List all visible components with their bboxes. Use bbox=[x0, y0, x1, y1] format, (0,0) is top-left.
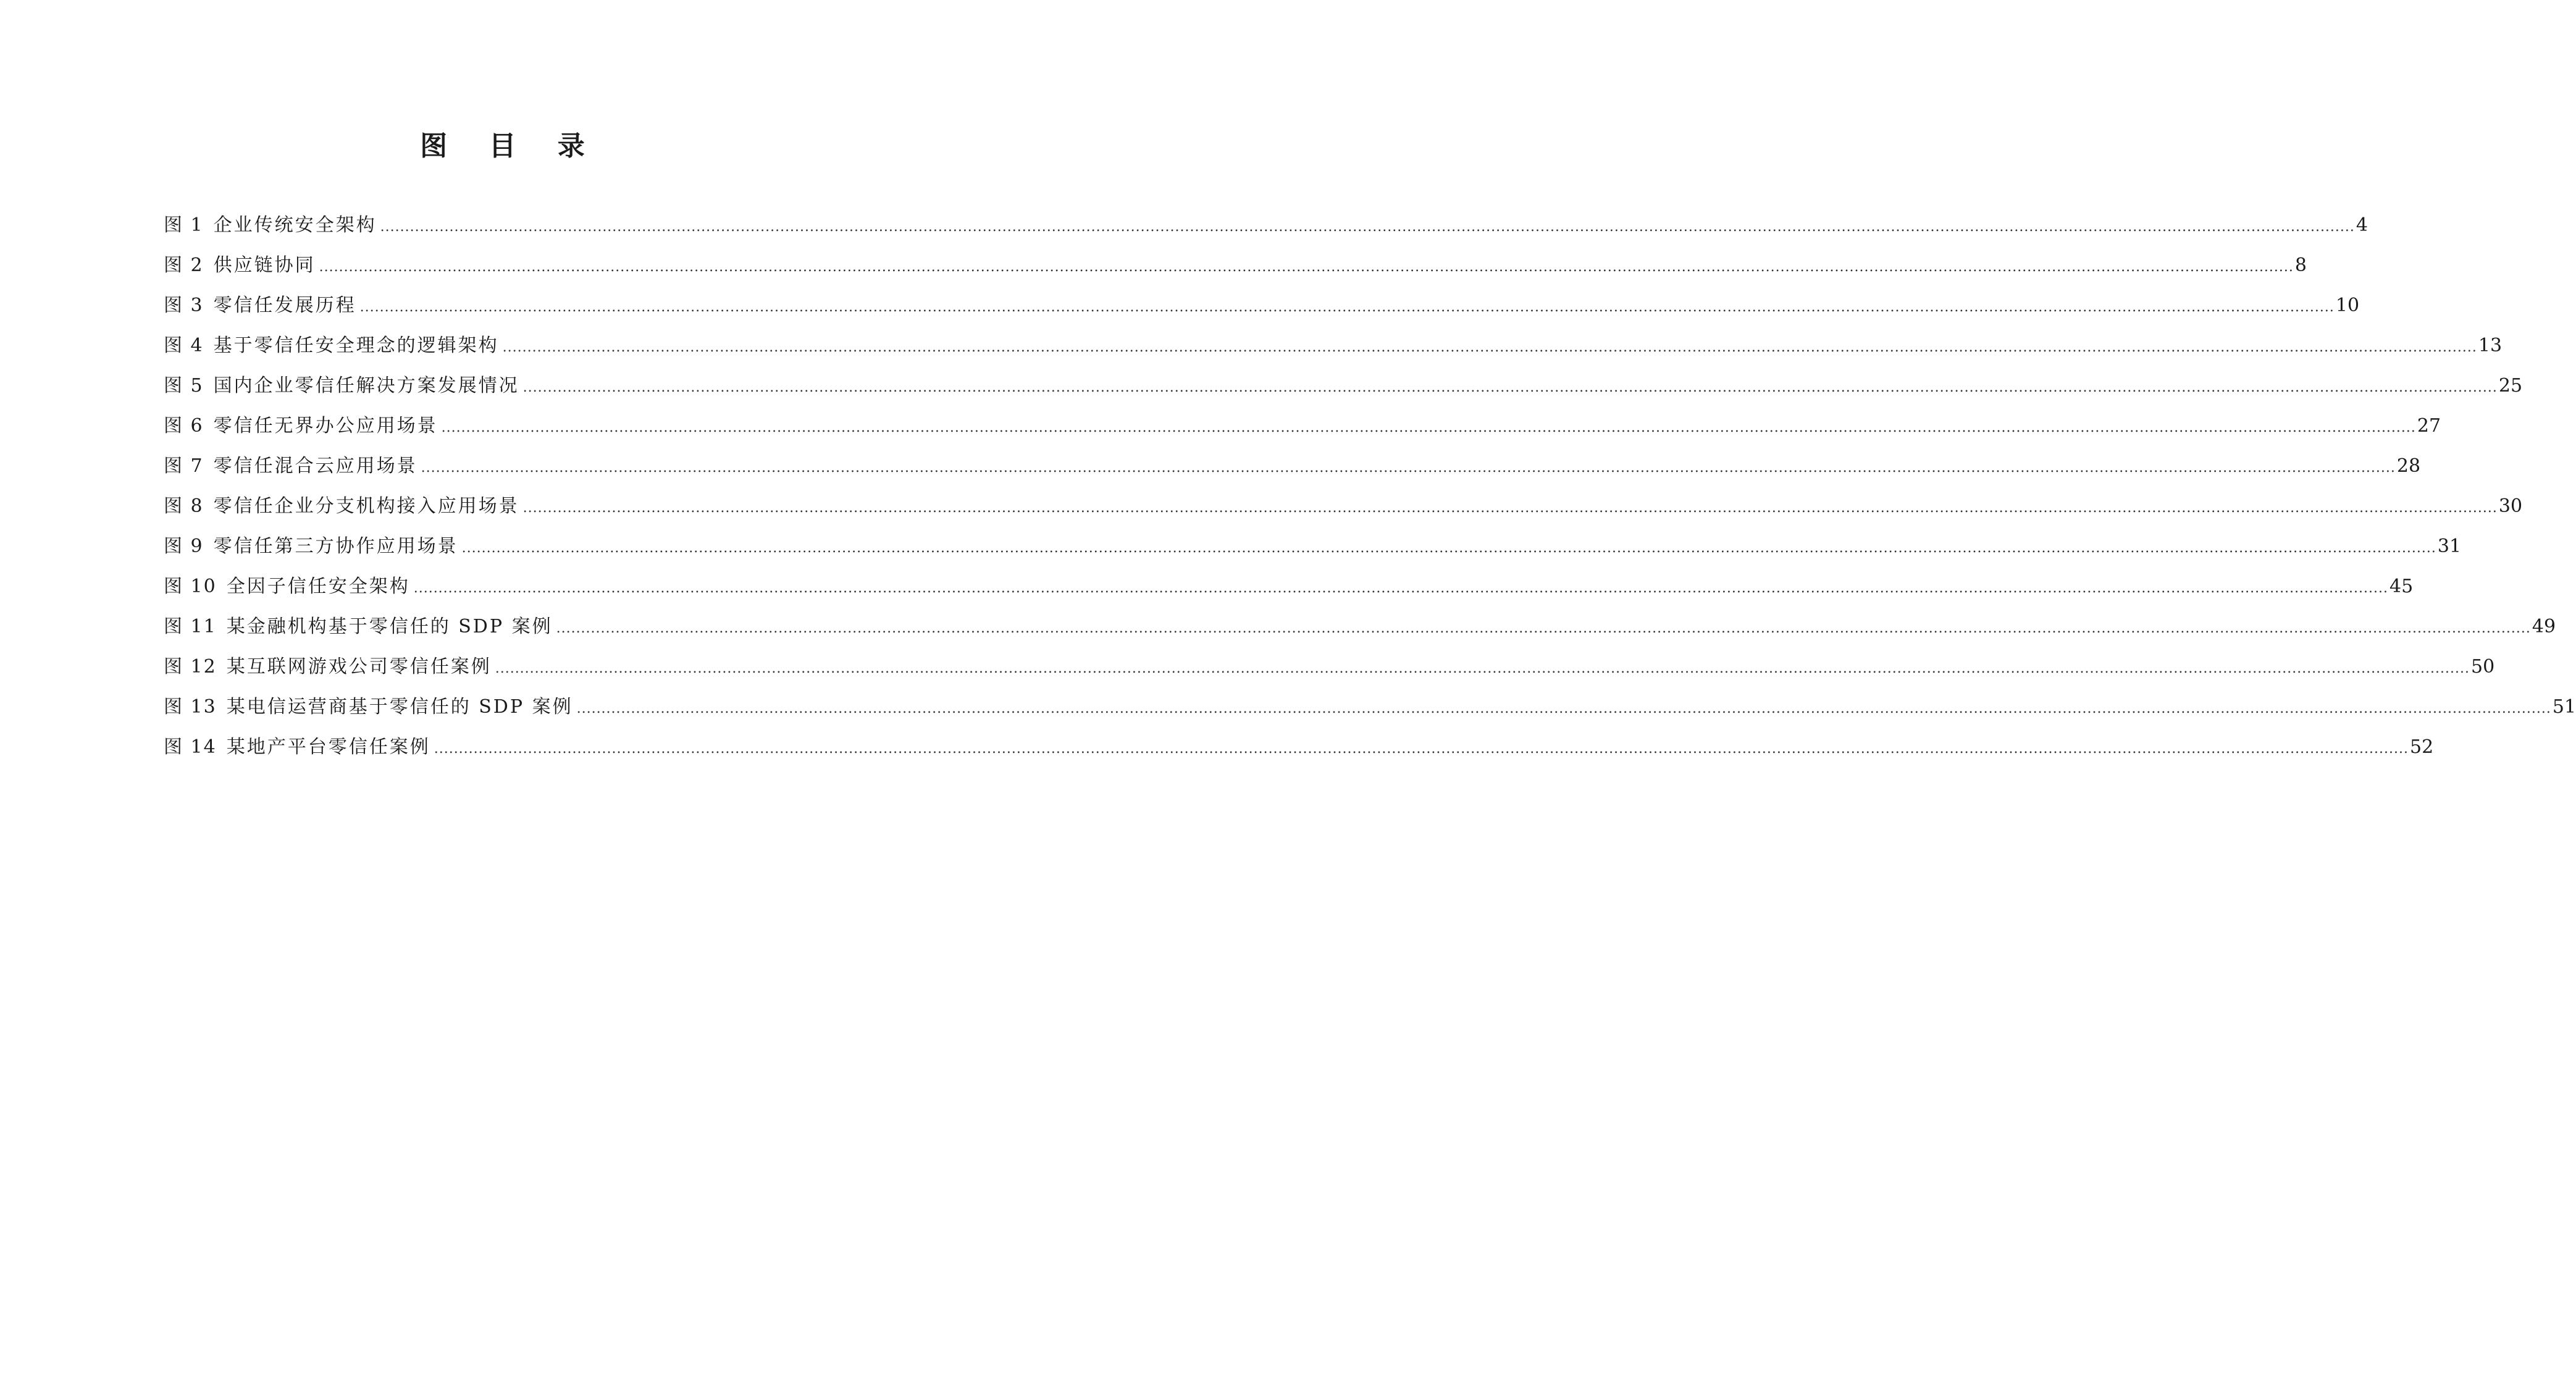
figure-entry[interactable] bbox=[164, 447, 2421, 487]
page-number: 10 bbox=[2335, 295, 2360, 316]
figure-number: 图 12 bbox=[164, 656, 217, 678]
figure-title: 企业传统安全架构 bbox=[213, 214, 377, 236]
figure-entry[interactable] bbox=[164, 327, 2503, 367]
dot-leader: ................................................................................................................................................................................................................................................................................................................................................................................................................ bbox=[556, 621, 2531, 636]
figure-number: 图 7 bbox=[164, 455, 204, 477]
figure-entry[interactable] bbox=[164, 206, 2368, 246]
figure-entry[interactable] bbox=[164, 568, 2414, 608]
figure-entry[interactable] bbox=[164, 367, 2523, 407]
figure-entry[interactable] bbox=[164, 728, 2434, 768]
figure-entry[interactable] bbox=[164, 527, 2462, 568]
page-number: 4 bbox=[2356, 214, 2368, 236]
dot-leader: ................................................................................................................................................................................................................................................................................................................................................................................................................ bbox=[359, 300, 2335, 315]
figure-list bbox=[164, 206, 2576, 768]
figure-number: 图 11 bbox=[164, 616, 217, 637]
dot-leader: ................................................................................................................................................................................................................................................................................................................................................................................................................ bbox=[441, 420, 2416, 435]
figure-title: 零信任无界办公应用场景 bbox=[213, 415, 438, 437]
figure-entry[interactable] bbox=[164, 608, 2556, 648]
figure-number: 图 8 bbox=[164, 495, 204, 517]
figure-title: 某互联网游戏公司零信任案例 bbox=[226, 656, 492, 678]
page-number: 31 bbox=[2437, 536, 2462, 557]
figure-title: 某地产平台零信任案例 bbox=[226, 736, 430, 758]
dot-leader: ................................................................................................................................................................................................................................................................................................................................................................................................................ bbox=[380, 219, 2355, 235]
figure-title: 某金融机构基于零信任的 SDP 案例 bbox=[226, 616, 553, 637]
figure-number: 图 6 bbox=[164, 415, 204, 437]
page-title: 图 目 录 bbox=[420, 130, 601, 162]
page-number: 49 bbox=[2532, 616, 2556, 637]
figure-entry[interactable] bbox=[164, 648, 2495, 688]
figure-number: 图 4 bbox=[164, 335, 204, 356]
page-number: 50 bbox=[2470, 656, 2495, 678]
figure-entry[interactable] bbox=[164, 688, 2576, 728]
figure-number: 图 14 bbox=[164, 736, 217, 758]
figure-entry[interactable] bbox=[164, 287, 2360, 327]
figure-number: 图 3 bbox=[164, 295, 204, 316]
page-number: 8 bbox=[2294, 254, 2307, 276]
figure-title: 零信任发展历程 bbox=[213, 295, 356, 316]
dot-leader: ................................................................................................................................................................................................................................................................................................................................................................................................................ bbox=[522, 380, 2498, 395]
page-number: 45 bbox=[2389, 576, 2414, 597]
dot-leader: ................................................................................................................................................................................................................................................................................................................................................................................................................ bbox=[434, 741, 2409, 757]
figure-title: 基于零信任安全理念的逻辑架构 bbox=[213, 335, 499, 356]
figure-entry[interactable] bbox=[164, 246, 2307, 287]
figure-title: 某电信运营商基于零信任的 SDP 案例 bbox=[226, 696, 573, 718]
page-number: 30 bbox=[2498, 495, 2523, 517]
figure-title: 零信任第三方协作应用场景 bbox=[213, 536, 458, 557]
page-number: 13 bbox=[2478, 335, 2503, 356]
figure-title: 零信任混合云应用场景 bbox=[213, 455, 417, 477]
dot-leader: ................................................................................................................................................................................................................................................................................................................................................................................................................ bbox=[461, 540, 2436, 556]
page-number: 25 bbox=[2498, 375, 2523, 397]
figure-number: 图 9 bbox=[164, 536, 204, 557]
page-number: 27 bbox=[2417, 415, 2441, 437]
page-number: 52 bbox=[2409, 736, 2434, 758]
dot-leader: ................................................................................................................................................................................................................................................................................................................................................................................................................ bbox=[421, 460, 2396, 476]
dot-leader: ................................................................................................................................................................................................................................................................................................................................................................................................................ bbox=[413, 581, 2388, 596]
figure-number: 图 2 bbox=[164, 254, 204, 276]
figure-number: 图 5 bbox=[164, 375, 204, 397]
page-number: 28 bbox=[2396, 455, 2421, 477]
dot-leader: ................................................................................................................................................................................................................................................................................................................................................................................................................ bbox=[576, 701, 2551, 716]
dot-leader: ................................................................................................................................................................................................................................................................................................................................................................................................................ bbox=[319, 259, 2294, 275]
figure-title: 供应链协同 bbox=[213, 254, 316, 276]
figure-title: 零信任企业分支机构接入应用场景 bbox=[213, 495, 519, 517]
dot-leader: ................................................................................................................................................................................................................................................................................................................................................................................................................ bbox=[502, 340, 2477, 355]
figure-number: 图 10 bbox=[164, 576, 217, 597]
figure-number: 图 1 bbox=[164, 214, 204, 236]
figure-entry[interactable] bbox=[164, 487, 2523, 527]
dot-leader: ................................................................................................................................................................................................................................................................................................................................................................................................................ bbox=[495, 661, 2470, 676]
figure-title: 全因子信任安全架构 bbox=[226, 576, 410, 597]
figure-number: 图 13 bbox=[164, 696, 217, 718]
dot-leader: ................................................................................................................................................................................................................................................................................................................................................................................................................ bbox=[522, 500, 2498, 516]
figure-entry[interactable] bbox=[164, 407, 2441, 447]
figure-title: 国内企业零信任解决方案发展情况 bbox=[213, 375, 519, 397]
page-number: 51 bbox=[2552, 696, 2576, 718]
